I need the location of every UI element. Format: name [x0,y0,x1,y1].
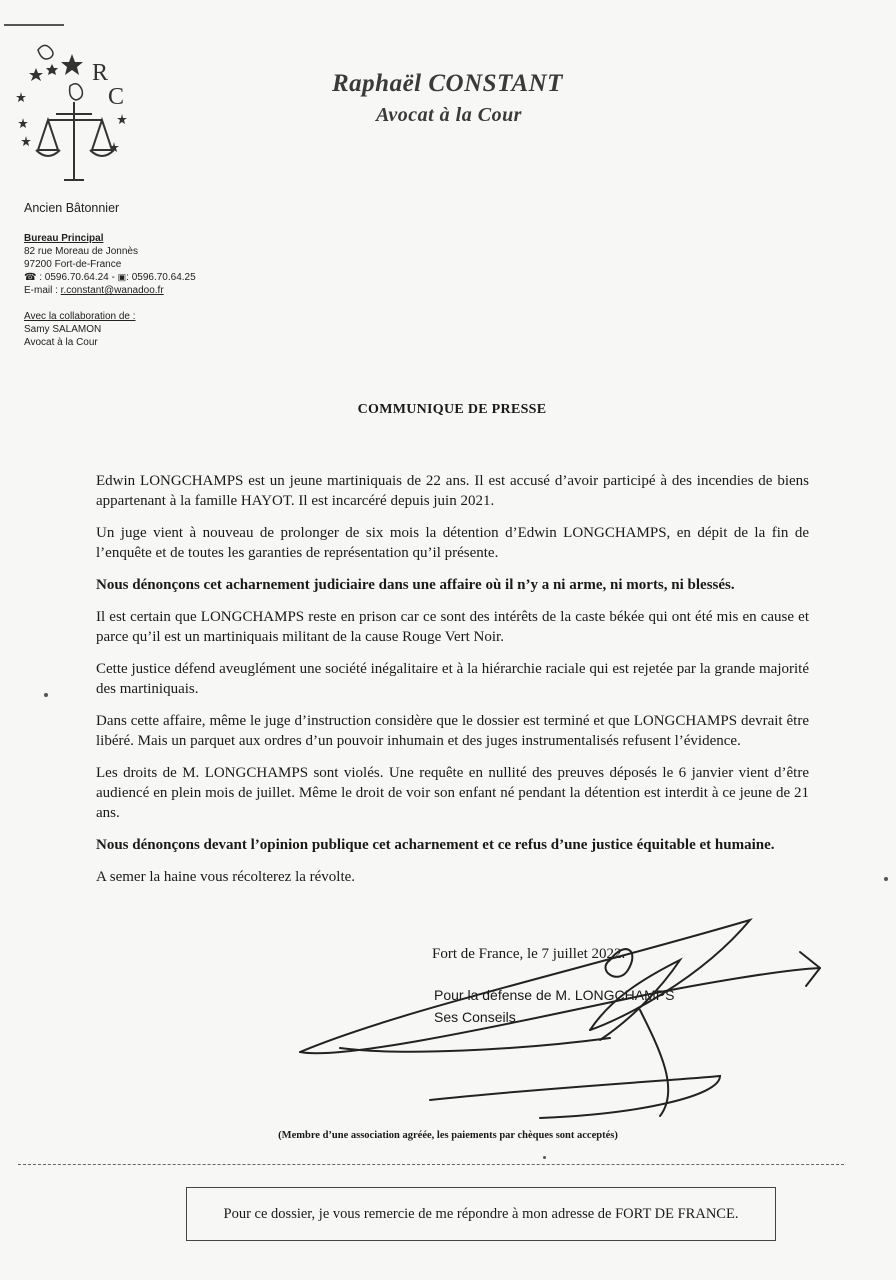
star-icon [18,118,28,128]
office-heading: Bureau Principal [24,233,104,244]
paragraph: Les droits de M. LONGCHAMPS sont violés. Une requête en nullité des preuves déposés le 6 janvier vient d’être audiencé en plein mois de juillet. Même le droit de voir son enfant né pendant la détention est interdit à ce jeune de 21 ans. [96,765,809,821]
signature-line-2: Ses Conseils [434,1009,516,1025]
place-date: Fort de France, le 7 juillet 2022. [432,946,626,962]
paragraph: Dans cette affaire, même le juge d’instruction considère que le dossier est terminé et que LONGCHAMPS devrait être libéré. Mais un parquet aux ordres d’un pouvoir inhumain et des juges instrumentalisés refusent l’évidence. [96,713,809,749]
office-city: 97200 Fort-de-France [24,259,122,270]
office-email-line [24,284,196,297]
former-role: Ancien Bâtonnier [24,201,120,215]
star-icon [46,64,58,75]
footer-note: (Membre d’une association agréée, les paiements par chèques sont acceptés) [278,1130,618,1141]
logo-letter: C [108,84,125,110]
collaboration-heading: Avec la collaboration de : [24,311,136,322]
office-address-block [24,232,196,297]
email-link[interactable]: r.constant@wanadoo.fr [60,285,164,296]
star-icon [16,92,26,102]
scan-speck [543,1156,546,1159]
paragraph: Cette justice défend aveuglément une société inégalitaire et à la hiérarchie raciale qui est rejetée par la grande majorité des martiniquais. [96,661,809,697]
office-phone: ☎ : 0596.70.64.24 - [24,272,118,283]
scan-speck [44,693,48,697]
collaboration-block [24,310,136,349]
email-label: E-mail : [24,285,61,296]
press-release-body [96,471,809,899]
office-street: 82 rue Moreau de Jonnès [24,246,138,257]
footer-divider [18,1164,844,1165]
closing-line: A semer la haine vous récolterez la révolte. [96,869,356,885]
scan-edge-mark [4,24,64,26]
paragraph: Edwin LONGCHAMPS est un jeune martiniquais de 22 ans. Il est accusé d’avoir participé à des incendies de biens appartenant à la famille HAYOT. Il est incarcéré depuis juin 2021. [96,473,809,509]
star-icon [117,114,127,124]
office-fax: : 0596.70.64.25 [126,272,196,283]
signature-line-1: Pour la défense de M. LONGCHAMPS [434,987,675,1003]
scales-of-justice-icon [36,102,114,180]
document-title: COMMUNIQUE DE PRESSE [357,402,547,417]
lawyer-name: Raphaël CONSTANT [332,70,563,97]
map-island-icon [70,84,83,100]
collaborator-name: Samy SALAMON [24,324,102,335]
star-icon [29,68,43,81]
paragraph: Il est certain que LONGCHAMPS reste en prison car ce sont des intérêts de la caste békée qui ont été mis en cause et parce qu’il est un martiniquais militant de la cause Rouge Vert Noir. [96,609,809,645]
star-icon [21,136,31,146]
paragraph: Un juge vient à nouveau de prolonger de six mois la détention d’Edwin LONGCHAMPS, en dépit de la fin de l’enquête et de toutes les garanties de représentation qu’il présente. [96,525,809,561]
law-firm-logo [12,34,138,184]
logo-letter: R [92,60,109,86]
fax-icon: ▣ [117,272,127,282]
map-island-icon [38,45,53,59]
star-icon [61,54,83,75]
collaborator-title: Avocat à la Cour [24,337,98,348]
paragraph-bold: Nous dénonçons cet acharnement judiciaire dans une affaire où il n’y a ni arme, ni morts, ni blessés. [96,577,735,593]
office-phone-fax [24,271,196,284]
handwritten-signature [280,900,840,1130]
reply-address-box [186,1187,776,1241]
reply-address-text: Pour ce dossier, je vous remercie de me répondre à mon adresse de FORT DE FRANCE. [223,1205,739,1222]
paragraph-bold: Nous dénonçons devant l’opinion publique cet acharnement et ce refus d’une justice équitable et humaine. [96,837,775,853]
lawyer-title: Avocat à la Cour [376,104,522,126]
scan-speck [884,877,888,881]
